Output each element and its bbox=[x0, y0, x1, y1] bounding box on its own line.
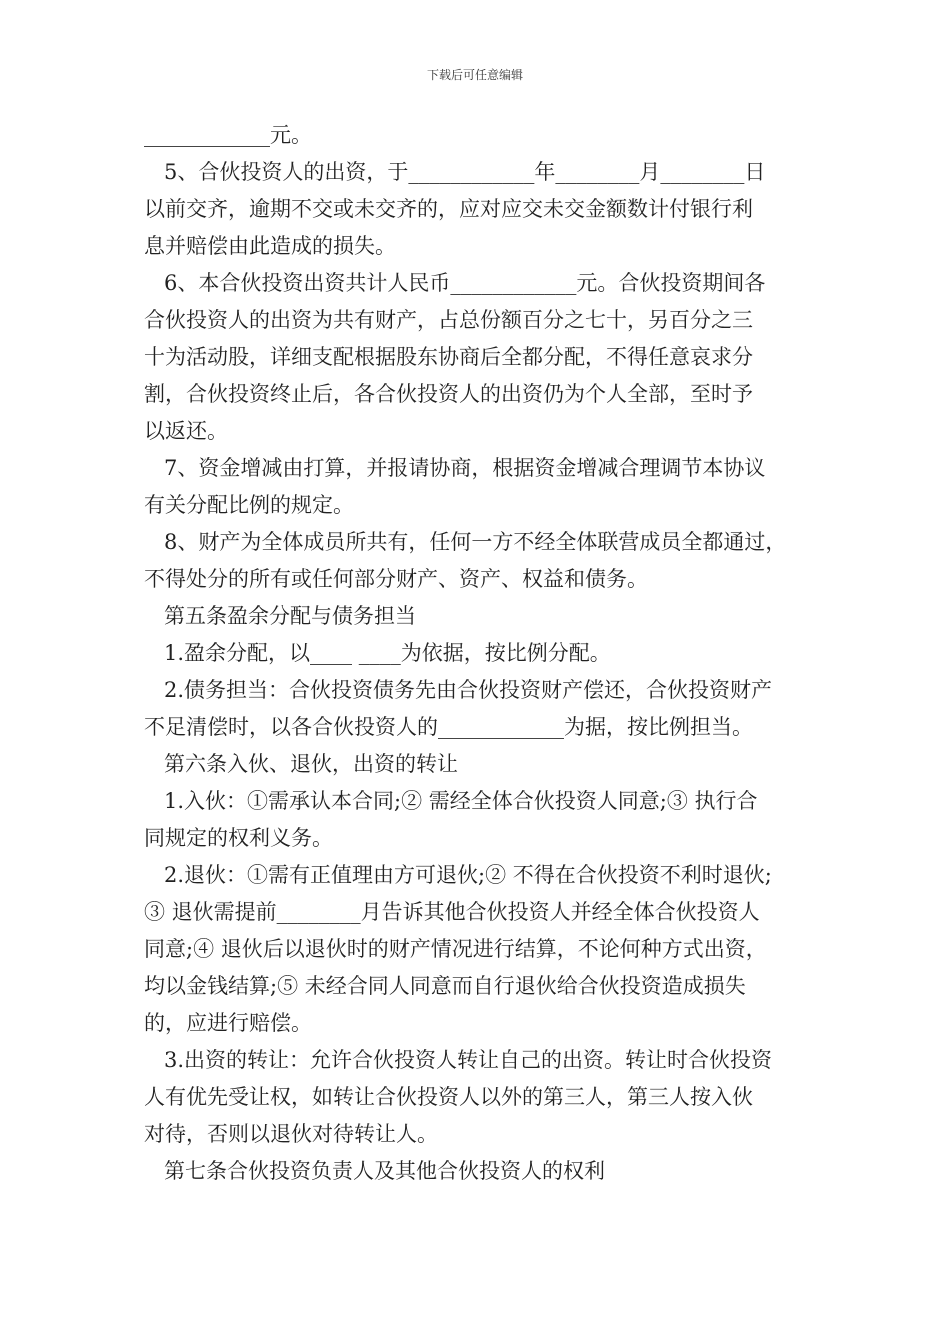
page-header: 下载后可任意编辑 bbox=[426, 68, 523, 82]
text-line: 以返还。 bbox=[144, 419, 228, 443]
text-line: 2.债务担当：合伙投资债务先由合伙投资财产偿还，合伙投资财产 bbox=[164, 678, 773, 702]
text-line: 十为活动股，详细支配根据股东协商后全都分配，不得任意哀求分 bbox=[144, 345, 753, 369]
text-line: 以前交齐，逾期不交或未交齐的，应对应交未交金额数计付银行利 bbox=[144, 197, 753, 221]
text-line: 不得处分的所有或任何部分财产、资产、权益和债务。 bbox=[144, 567, 648, 591]
text-line: 同意;④ 退伙后以退伙时的财产情况进行结算，不论何种方式出资， bbox=[144, 937, 767, 961]
text-line: 3.出资的转让：允许合伙投资人转让自己的出资。转让时合伙投资 bbox=[164, 1048, 773, 1072]
text-line: 人有优先受让权，如转让合伙投资人以外的第三人，第三人按入伙 bbox=[144, 1085, 753, 1109]
text-line: 6、本合伙投资出资共计人民币____________元。合伙投资期间各 bbox=[164, 271, 766, 295]
text-line: 不足清偿时，以各合伙投资人的____________为据，按比例担当。 bbox=[144, 715, 753, 739]
text-line: ③ 退伙需提前________月告诉其他合伙投资人并经全体合伙投资人 bbox=[144, 900, 760, 924]
text-line: 割，合伙投资终止后，各合伙投资人的出资仍为个人全部，至时予 bbox=[144, 382, 753, 406]
text-line: ____________元。 bbox=[144, 123, 312, 147]
text-line: 的，应进行赔偿。 bbox=[144, 1011, 312, 1035]
text-line: 8、财产为全体成员所共有，任何一方不经全体联营成员全都通过， bbox=[164, 530, 787, 554]
text-line: 息并赔偿由此造成的损失。 bbox=[144, 234, 396, 258]
text-line: 5、合伙投资人的出资，于____________年________月________日 bbox=[164, 160, 766, 184]
text-line: 2.退伙：①需有正值理由方可退伙;② 不得在合伙投资不利时退伙; bbox=[164, 863, 772, 887]
text-line: 均以金钱结算;⑤ 未经合同人同意而自行退伙给合伙投资造成损失 bbox=[144, 974, 746, 998]
section-heading: 第七条合伙投资负责人及其他合伙投资人的权利 bbox=[164, 1159, 605, 1183]
text-line: 对待，否则以退伙对待转让人。 bbox=[144, 1122, 438, 1146]
text-line: 同规定的权利义务。 bbox=[144, 826, 333, 850]
text-line: 合伙投资人的出资为共有财产，占总份额百分之七十，另百分之三 bbox=[144, 308, 753, 332]
section-heading: 第五条盈余分配与债务担当 bbox=[164, 604, 416, 628]
text-line: 有关分配比例的规定。 bbox=[144, 493, 354, 517]
section-heading: 第六条入伙、退伙，出资的转让 bbox=[164, 752, 458, 776]
document-body bbox=[144, 117, 812, 1190]
text-line: 1.入伙：①需承认本合同;② 需经全体合伙投资人同意;③ 执行合 bbox=[164, 789, 758, 813]
text-line: 1.盈余分配，以____ ____为依据，按比例分配。 bbox=[164, 641, 611, 665]
text-line: 7、资金增减由打算，并报请协商，根据资金增减合理调节本协议 bbox=[164, 456, 766, 480]
